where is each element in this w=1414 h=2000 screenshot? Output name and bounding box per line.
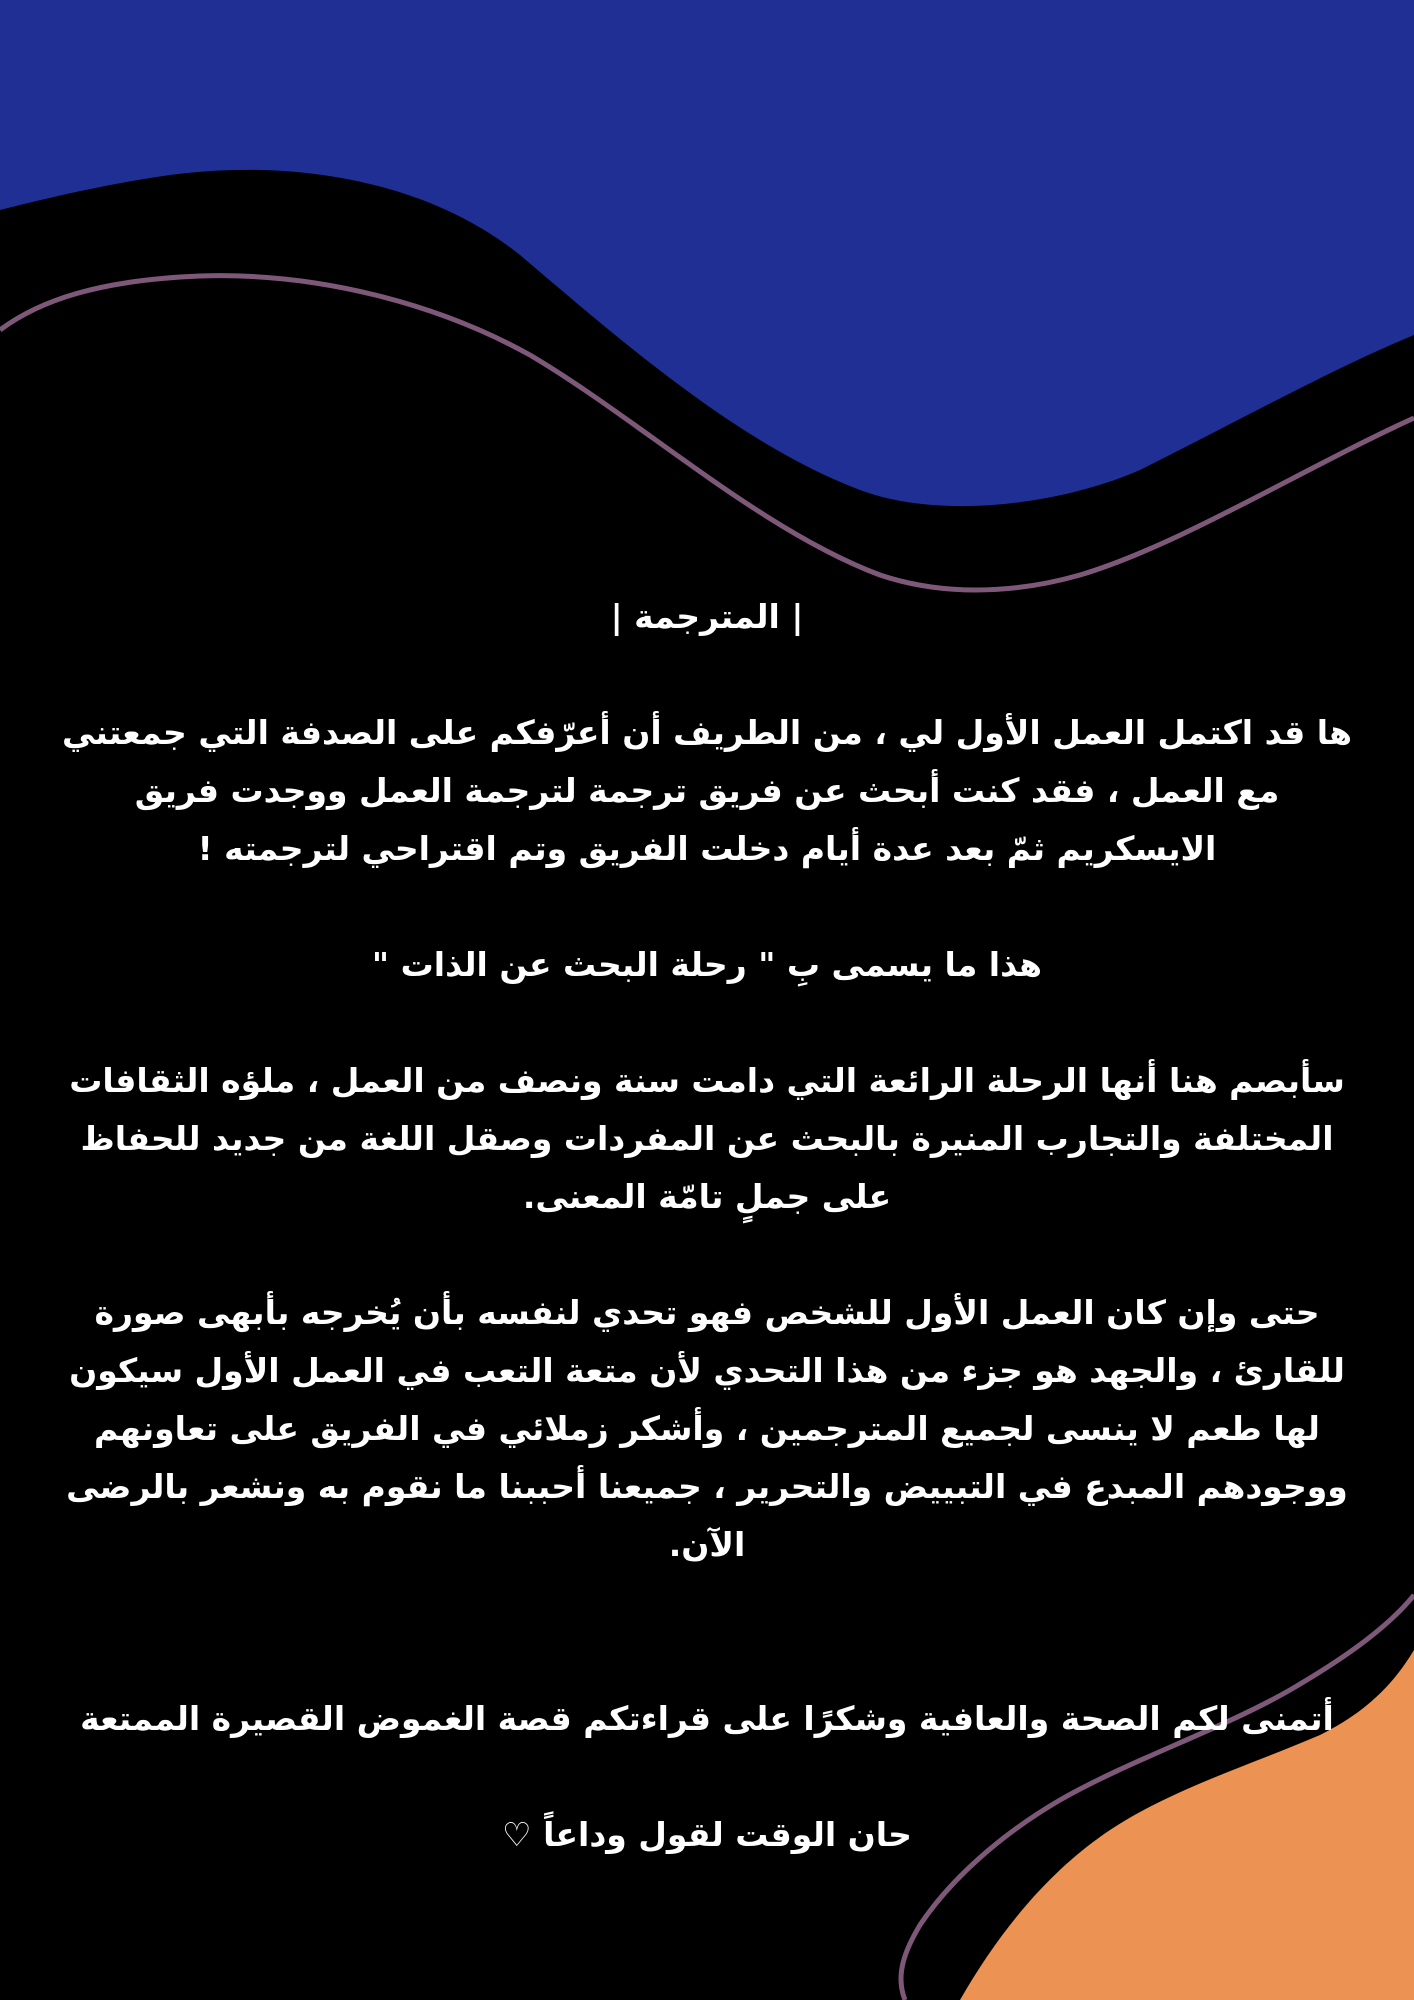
thanks-paragraph: حتى وإن كان العمل الأول للشخص فهو تحدي لنفسه بأن يُخرجه بأبهى صورة للقارئ ، والجهد هو جزء من هذا التحدي لأن متعة التعب في العمل الأول سيكون لها طعم لا ينسى لجميع المترجمين ، وأشكر زملائي في الفريق على تعاونهم ووجودهم المبدع في التبييض والتحرير ، جميعنا أحببنا ما نقوم به ونشعر بالرضى الآن.: [66, 1293, 1348, 1564]
quote-paragraph: هذا ما يسمى بِ " رحلة البحث عن الذات ": [371, 945, 1043, 984]
journey-paragraph: سأبصم هنا أنها الرحلة الرائعة التي دامت سنة ونصف من العمل ، ملؤه الثقافات المختلفة والتجارب المنيرة بالبحث عن المفردات وصقل اللغة من جديد للحفاظ على جملٍ تامّة المعنى.: [69, 1061, 1345, 1216]
document-body: [60, 588, 1354, 1864]
closing-line: حان الوقت لقول وداعاً ♡: [502, 1815, 912, 1854]
page-title: | المترجمة |: [610, 597, 804, 636]
wishes-paragraph: أتمنى لكم الصحة والعافية وشكرًا على قراءتكم قصة الغموض القصيرة الممتعة: [80, 1699, 1334, 1738]
top-blue-blob: [0, 0, 1414, 506]
intro-paragraph: ها قد اكتمل العمل الأول لي ، من الطريف أن أعرّفكم على الصدفة التي جمعتني مع العمل ، فقد كنت أبحث عن فريق ترجمة لترجمة العمل ووجدت فريق الايسكريم ثمّ بعد عدة أيام دخلت الفريق وتم اقتراحي لترجمته !: [61, 713, 1353, 868]
